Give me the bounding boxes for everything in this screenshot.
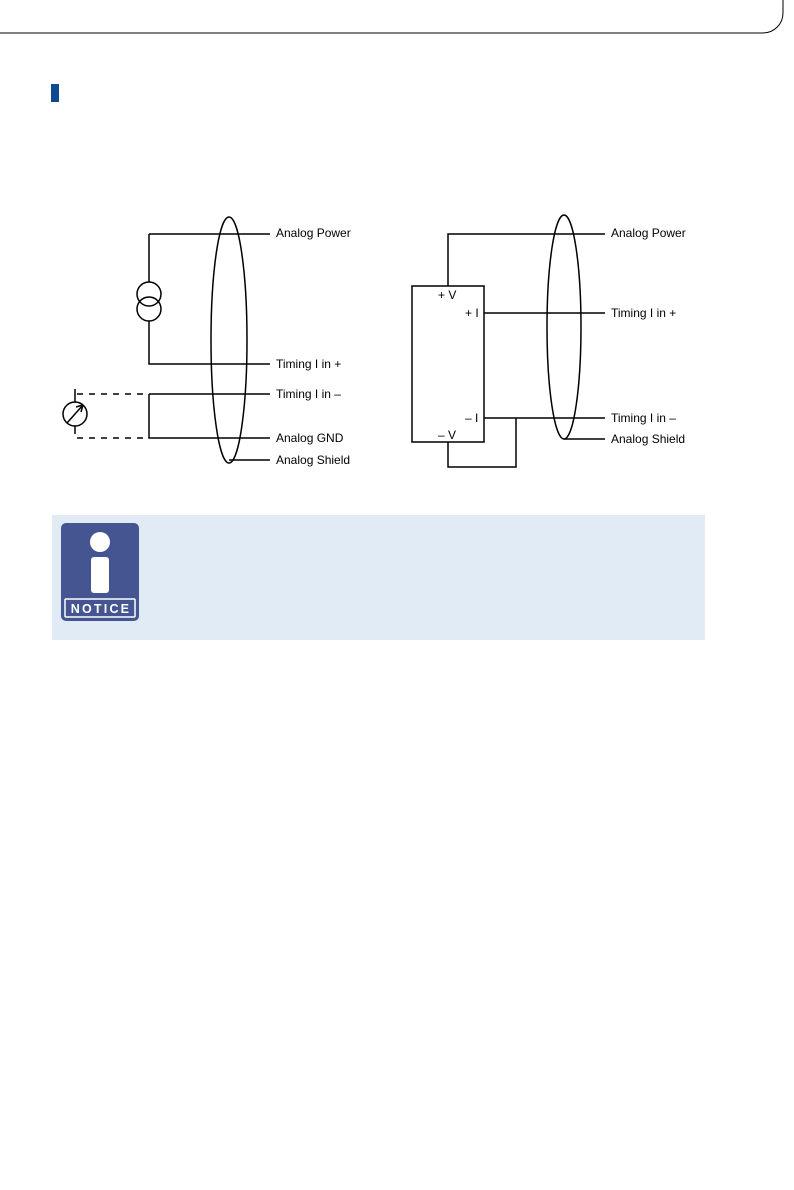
notice-box (52, 515, 705, 640)
box-label-plus-i: + I (465, 306, 479, 320)
notice-icon (61, 523, 139, 621)
right-label-timing-in-minus: Timing I in – (611, 411, 676, 425)
notice-icon-label: NOTICE (70, 602, 132, 616)
analog-gnd-wire (149, 394, 270, 438)
left-label-analog-shield: Analog Shield (276, 453, 351, 467)
right-label-analog-shield: Analog Shield (611, 432, 686, 446)
box-label-minus-i: – I (465, 411, 479, 425)
current-source-upper-circle (137, 282, 161, 306)
box-label-plus-v: + V (438, 288, 457, 302)
right-analog-power-wire (448, 234, 605, 286)
wiring-diagrams (0, 0, 794, 500)
left-wiring-diagram (77, 217, 270, 463)
right-label-analog-power: Analog Power (611, 226, 686, 240)
left-label-timing-in-plus: Timing I in + (276, 357, 342, 371)
left-label-timing-in-minus: Timing I in – (276, 387, 341, 401)
right-label-timing-in-plus: Timing I in + (611, 306, 677, 320)
right-cable-shield (547, 215, 581, 439)
left-label-analog-power: Analog Power (276, 226, 351, 240)
source-bottom-wire (149, 321, 270, 364)
meter-icon (63, 389, 87, 434)
left-label-analog-gnd: Analog GND (276, 431, 344, 445)
box-label-minus-v: – V (438, 428, 457, 442)
left-cable-shield (211, 217, 247, 463)
current-source-lower-circle (137, 297, 161, 321)
